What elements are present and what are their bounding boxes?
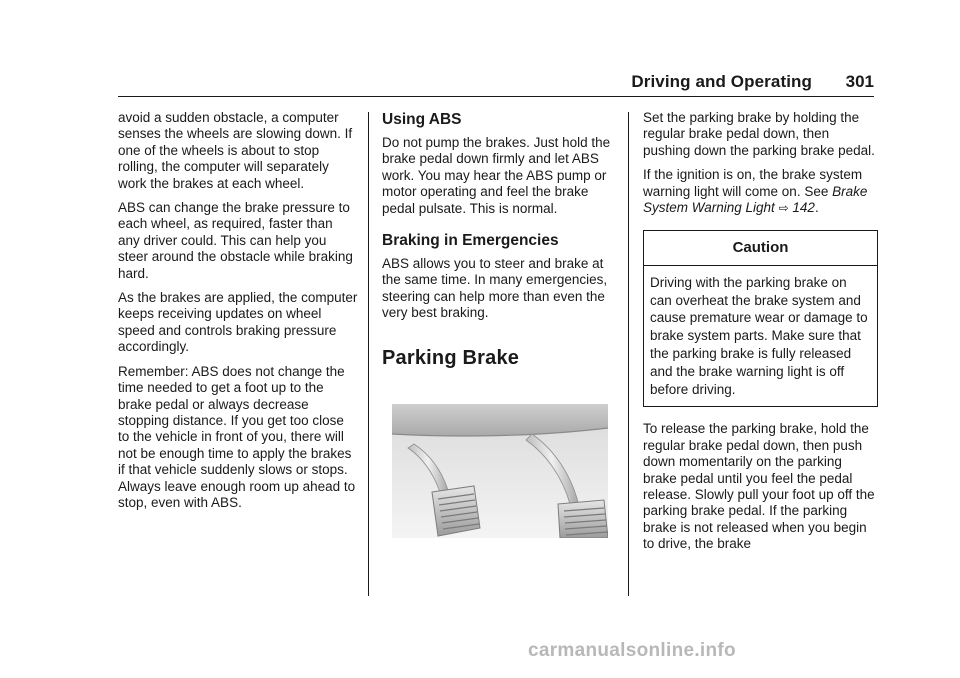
heading-using-abs: Using ABS xyxy=(382,111,462,128)
caution-title: Caution xyxy=(644,231,877,265)
caution-text: Driving with the parking brake on can overheat the brake system and cause premature wear or damage to brake system parts. Make sure that the parking brake is fully released and the brake warning light is off before driving. xyxy=(650,274,868,397)
column-divider xyxy=(368,112,369,596)
cross-reference-page[interactable]: 142 xyxy=(792,200,815,216)
paragraph-text: If the ignition is on, the brake system warning light will come on. See xyxy=(643,167,863,199)
paragraph: As the brakes are applied, the computer keeps receiving updates on wheel speed and controls braking pressure accordingly. xyxy=(118,290,358,355)
paragraph: To release the parking brake, hold the regular brake pedal down, then push down momentarily on the parking brake pedal until you feel the pedal release. Slowly pull your foot up off the parking brake pedal. If the parking brake is not released when you begin to drive, the brake xyxy=(643,421,875,552)
section-title: Driving and Operating xyxy=(631,72,812,91)
paragraph: ABS can change the brake pressure to each wheel, as required, faster than any driver could. This can help you steer around the obstacle while braking hard. xyxy=(118,200,353,281)
paragraph-end: . xyxy=(814,200,819,216)
heading-braking-emergencies: Braking in Emergencies xyxy=(382,232,559,250)
page-header xyxy=(118,72,874,97)
caution-box xyxy=(643,230,878,407)
column-left xyxy=(118,110,358,519)
paragraph: avoid a sudden obstacle, a computer senses the wheels are slowing down. If one of the wheels is about to stop rolling, the computer will separately work the brakes at each wheel. xyxy=(118,110,353,191)
pedals-illustration-icon xyxy=(392,404,608,538)
column-divider xyxy=(628,112,629,596)
cross-reference-link[interactable]: Brake System Warning Light xyxy=(643,183,868,216)
heading-parking-brake: Parking Brake xyxy=(382,346,520,369)
page-number: 301 xyxy=(845,72,874,91)
column-right xyxy=(643,110,878,561)
paragraph xyxy=(643,167,878,216)
paragraph: Set the parking brake by holding the regular brake pedal down, then pushing down the parking brake pedal. xyxy=(643,110,875,158)
paragraph: Do not pump the brakes. Just hold the brake pedal down firmly and let ABS work. You may hear the ABS pump or motor operating and feel the brake pedal pulsate. This is normal. xyxy=(382,135,611,216)
watermark: carmanualsonline.info xyxy=(528,640,736,661)
paragraph: Remember: ABS does not change the time needed to get a foot up to the brake pedal or always decrease stopping distance. If you get too close to the vehicle in front of you, there will not be enough time to apply the brakes if that vehicle suddenly slows or stops. Always leave enough room up ahead to stop, even with ABS. xyxy=(118,363,356,510)
paragraph: ABS allows you to steer and brake at the same time. In many emergencies, steering can help more than even the very best braking. xyxy=(382,256,608,321)
page-ref-arrow-icon: ⇨ xyxy=(778,201,789,216)
column-middle xyxy=(382,110,614,370)
